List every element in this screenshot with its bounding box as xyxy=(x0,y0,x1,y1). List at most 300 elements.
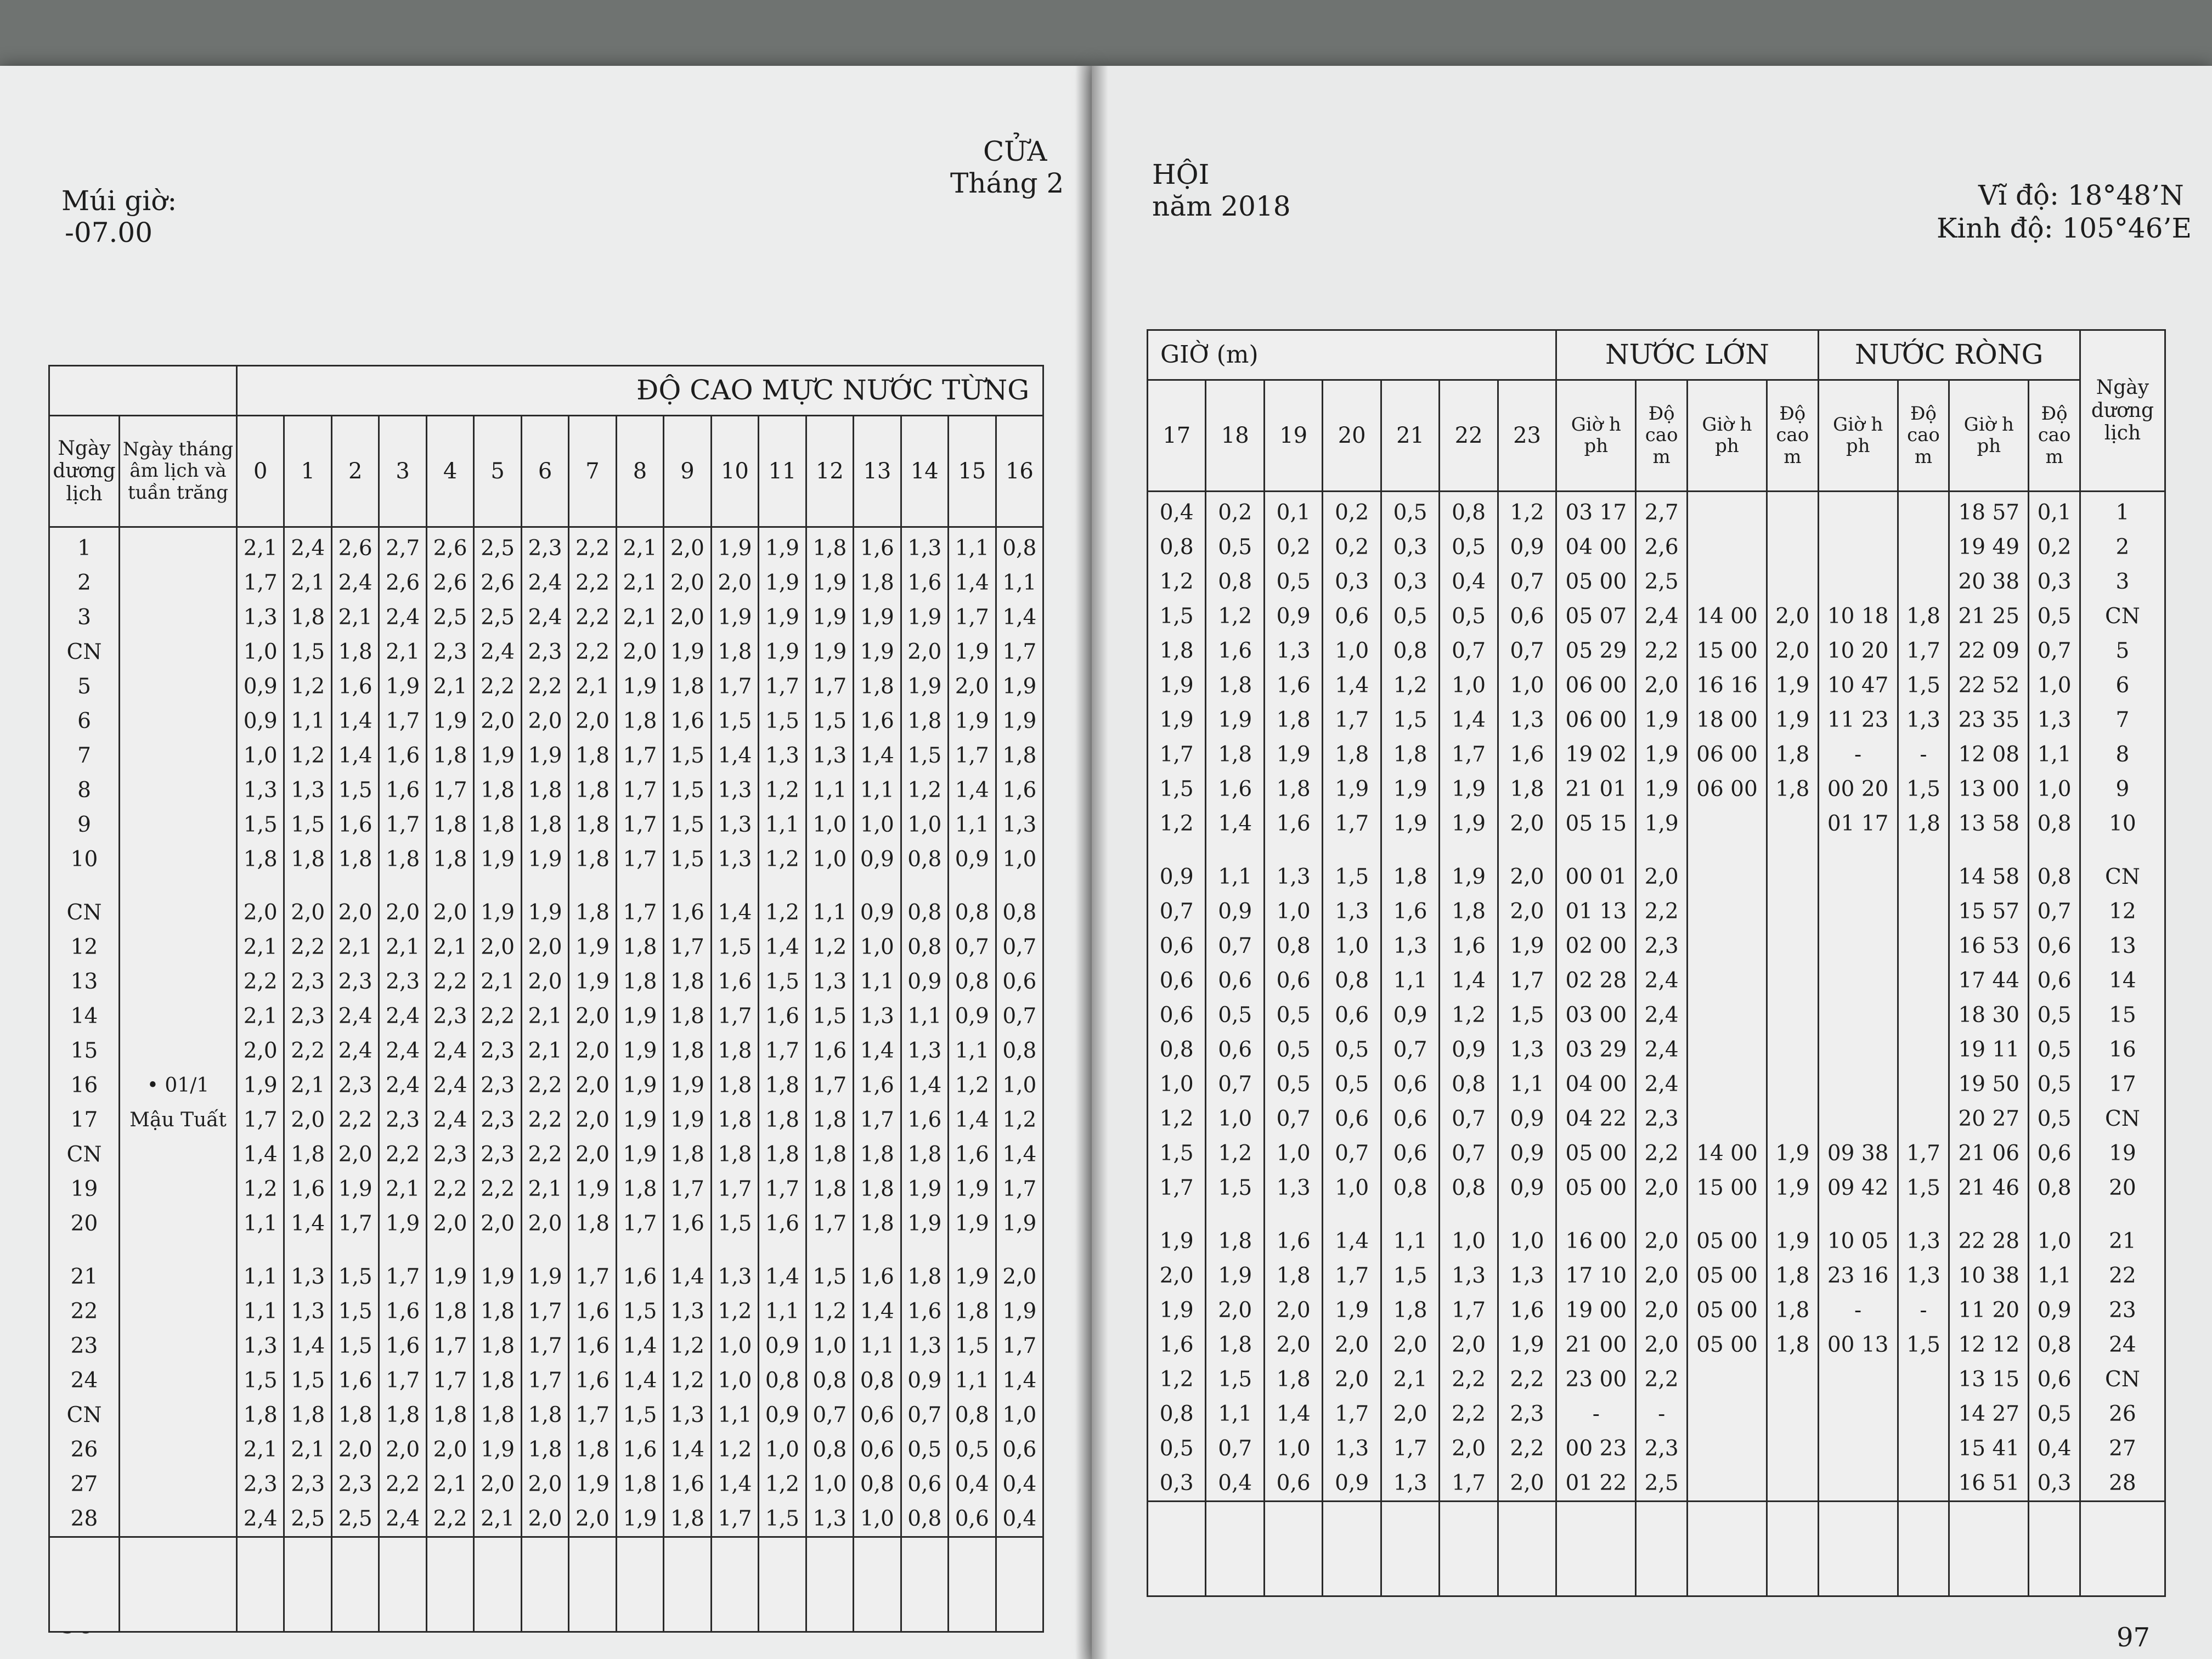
right-page xyxy=(1092,66,2212,1659)
hourly-height: 1,7 xyxy=(664,1172,711,1206)
high-water-time: 15 00 xyxy=(1687,634,1767,668)
hourly-height: 1,8 xyxy=(1498,772,1556,806)
gap-cell xyxy=(996,1241,1043,1260)
hourly-height: 0,8 xyxy=(1148,1032,1206,1067)
gap-cell xyxy=(379,1241,426,1260)
blank-cell xyxy=(1498,1502,1556,1596)
hourly-height: 0,6 xyxy=(1264,963,1322,998)
high-water-height: 2,5 xyxy=(1636,1466,1687,1502)
high-water-time xyxy=(1687,492,1767,531)
hourly-height: 1,5 xyxy=(1206,1362,1264,1397)
blank-cell xyxy=(474,1537,521,1632)
hourly-height: 1,8 xyxy=(616,930,663,964)
solar-day: CN xyxy=(2080,1362,2165,1397)
hourly-height: 0,2 xyxy=(1206,492,1264,531)
low-water-height: 1,0 xyxy=(2029,668,2080,703)
hourly-height: 1,3 xyxy=(1498,1032,1556,1067)
high-water-time: 01 13 xyxy=(1556,894,1636,929)
hourly-height: 0,9 xyxy=(1498,1102,1556,1136)
hourly-height: 1,8 xyxy=(949,1294,996,1329)
high-water-time: 01 22 xyxy=(1556,1466,1636,1502)
lunar-info xyxy=(120,1206,237,1241)
high-water-time xyxy=(1687,1102,1767,1136)
hourly-height: 1,1 xyxy=(901,999,948,1034)
hourly-height: 1,5 xyxy=(1381,703,1439,737)
high-water-height: 2,0 xyxy=(1767,634,1819,668)
hourly-height: 0,7 xyxy=(1206,1431,1264,1466)
hourly-height: 0,6 xyxy=(996,964,1043,999)
solar-day: 2 xyxy=(49,566,120,600)
hourly-height: 2,4 xyxy=(521,600,568,635)
low-water-time: 22 52 xyxy=(1949,668,2029,703)
hourly-height: 2,2 xyxy=(1498,1431,1556,1466)
table-row xyxy=(1148,1102,2165,1136)
high-water-time xyxy=(1687,530,1767,565)
hourly-height: 1,9 xyxy=(806,635,853,669)
high-water-height: 1,9 xyxy=(1636,772,1687,806)
low-water-time: 09 38 xyxy=(1818,1136,1898,1171)
high-water-time xyxy=(1687,1397,1767,1431)
hourly-height: 0,8 xyxy=(806,1363,853,1398)
hourly-height: 0,9 xyxy=(1148,860,1206,894)
hourly-height: 1,9 xyxy=(616,1068,663,1103)
hourly-height: 2,2 xyxy=(426,964,473,999)
hourly-height: 1,4 xyxy=(711,895,758,930)
hourly-height: 2,3 xyxy=(331,1068,379,1103)
high-water-time: 18 00 xyxy=(1687,703,1767,737)
high-water-height: 1,9 xyxy=(1767,703,1819,737)
high-water-height: 1,9 xyxy=(1636,703,1687,737)
hourly-height: 1,0 xyxy=(854,1502,901,1537)
hourly-height: 1,3 xyxy=(284,1260,331,1294)
hourly-height: 1,6 xyxy=(759,999,806,1034)
low-water-time: 22 28 xyxy=(1949,1224,2029,1259)
hourly-height: 1,1 xyxy=(1381,1224,1439,1259)
hourly-height: 0,9 xyxy=(949,842,996,877)
low-water-height: 0,6 xyxy=(2029,963,2080,998)
hourly-height: 0,5 xyxy=(1440,599,1498,634)
hour-header: 21 xyxy=(1381,380,1439,492)
hourly-height: 2,0 xyxy=(379,1432,426,1467)
hourly-height: 1,7 xyxy=(426,1329,473,1363)
low-water-time: 12 08 xyxy=(1949,737,2029,772)
hourly-height: 1,9 xyxy=(569,964,616,999)
hourly-height: 1,6 xyxy=(1264,806,1322,841)
low-water-height: 0,9 xyxy=(2029,1293,2080,1328)
hourly-height: 1,1 xyxy=(237,1206,284,1241)
hourly-height: 1,5 xyxy=(284,635,331,669)
low-water-time: 15 41 xyxy=(1949,1431,2029,1466)
hourly-height: 1,8 xyxy=(474,1398,521,1432)
hourly-height: 1,2 xyxy=(759,895,806,930)
lunar-info xyxy=(120,1294,237,1329)
table-row xyxy=(49,1260,1043,1294)
height-header: Độ cao m xyxy=(1636,380,1687,492)
hourly-height: 1,6 xyxy=(711,964,758,999)
hourly-height: 2,3 xyxy=(521,635,568,669)
hourly-height: 1,2 xyxy=(759,842,806,877)
high-water-height: 2,3 xyxy=(1636,929,1687,963)
hourly-height: 0,6 xyxy=(1264,1466,1322,1502)
high-water-time xyxy=(1687,806,1767,841)
hourly-height: 1,3 xyxy=(1381,929,1439,963)
high-water-height: 2,3 xyxy=(1636,1102,1687,1136)
hourly-height: 2,0 xyxy=(569,1103,616,1137)
low-water-height xyxy=(1898,929,1949,963)
hourly-height: 1,2 xyxy=(759,773,806,808)
low-water-height: 0,5 xyxy=(2029,1067,2080,1102)
table-row xyxy=(1148,860,2165,894)
hour-header: 7 xyxy=(569,416,616,527)
hourly-height: 1,7 xyxy=(996,635,1043,669)
low-water-height: 0,7 xyxy=(2029,894,2080,929)
timezone-label: Múi giờ: xyxy=(61,185,177,217)
blank-cell xyxy=(1206,1502,1264,1596)
table-row xyxy=(1148,530,2165,565)
hourly-height: 1,8 xyxy=(711,635,758,669)
hourly-height: 1,6 xyxy=(759,1206,806,1241)
lunar-info xyxy=(120,1260,237,1294)
hourly-height: 0,8 xyxy=(759,1363,806,1398)
hourly-height: 1,7 xyxy=(379,808,426,842)
hourly-height: 1,6 xyxy=(1206,634,1264,668)
hourly-height: 2,1 xyxy=(426,669,473,704)
gap-cell xyxy=(1687,841,1767,860)
high-water-time: 06 00 xyxy=(1556,668,1636,703)
high-water-time: 06 00 xyxy=(1687,737,1767,772)
hourly-height: 1,6 xyxy=(901,1103,948,1137)
blank-cell xyxy=(1687,1502,1767,1596)
hourly-height: 2,0 xyxy=(1498,806,1556,841)
hourly-height: 1,5 xyxy=(284,1363,331,1398)
solar-day: 10 xyxy=(49,842,120,877)
hourly-height: 2,6 xyxy=(474,566,521,600)
solar-day: 15 xyxy=(49,1034,120,1068)
hourly-height: 1,9 xyxy=(664,1068,711,1103)
hourly-height: 2,2 xyxy=(569,527,616,566)
solar-day: 5 xyxy=(2080,634,2165,668)
hourly-height: 1,1 xyxy=(854,1329,901,1363)
hourly-height: 1,8 xyxy=(806,1172,853,1206)
table-row xyxy=(1148,737,2165,772)
hourly-height: 0,2 xyxy=(1323,492,1381,531)
gap-cell xyxy=(284,1241,331,1260)
hourly-height: 1,0 xyxy=(854,808,901,842)
high-water-time: 05 00 xyxy=(1556,1171,1636,1205)
hourly-height: 1,7 xyxy=(806,1206,853,1241)
lunar-info xyxy=(120,1034,237,1068)
hourly-height: 1,8 xyxy=(1381,1293,1439,1328)
hourly-height: 1,1 xyxy=(284,704,331,738)
hourly-height: 1,8 xyxy=(759,1137,806,1172)
blank-cell xyxy=(1440,1502,1498,1596)
hourly-height: 1,5 xyxy=(616,1294,663,1329)
hourly-height: 1,7 xyxy=(949,600,996,635)
gap-cell xyxy=(1323,841,1381,860)
hour-header: 23 xyxy=(1498,380,1556,492)
solar-day: 7 xyxy=(2080,703,2165,737)
hourly-height: 1,9 xyxy=(616,999,663,1034)
gap-cell xyxy=(1556,841,1636,860)
blank-cell xyxy=(664,1537,711,1632)
low-water-height xyxy=(1898,963,1949,998)
table-row xyxy=(49,704,1043,738)
hourly-height: 0,6 xyxy=(1323,1102,1381,1136)
gap-cell xyxy=(237,877,284,895)
hourly-height: 1,8 xyxy=(1206,1224,1264,1259)
high-water-height: 2,2 xyxy=(1636,1362,1687,1397)
blank-cell xyxy=(949,1537,996,1632)
high-water-height: 2,0 xyxy=(1636,1328,1687,1362)
hourly-height: 1,0 xyxy=(1148,1067,1206,1102)
hourly-height: 1,6 xyxy=(996,773,1043,808)
hourly-height: 2,0 xyxy=(664,600,711,635)
gap-cell xyxy=(759,877,806,895)
hourly-height: 1,6 xyxy=(569,1363,616,1398)
hourly-height: 2,1 xyxy=(284,1068,331,1103)
hourly-height: 1,1 xyxy=(996,566,1043,600)
low-water-height: 1,8 xyxy=(1898,806,1949,841)
hourly-height: 1,9 xyxy=(996,704,1043,738)
hourly-height: 1,0 xyxy=(1264,894,1322,929)
hourly-height: 2,1 xyxy=(379,635,426,669)
gap-cell xyxy=(120,1241,237,1260)
hourly-height: 1,4 xyxy=(284,1329,331,1363)
hourly-height: 1,7 xyxy=(379,1363,426,1398)
hourly-height: 2,0 xyxy=(521,704,568,738)
hourly-height: 1,4 xyxy=(949,1103,996,1137)
solar-day: 14 xyxy=(49,999,120,1034)
hourly-height: 1,6 xyxy=(854,1068,901,1103)
hourly-height: 2,0 xyxy=(426,1432,473,1467)
hourly-height: 1,9 xyxy=(426,1260,473,1294)
hourly-height: 1,8 xyxy=(426,1398,473,1432)
hourly-height: 1,8 xyxy=(284,1137,331,1172)
hourly-height: 1,5 xyxy=(331,1294,379,1329)
hourly-height: 2,0 xyxy=(569,1068,616,1103)
hourly-height: 1,6 xyxy=(949,1137,996,1172)
hourly-height: 0,7 xyxy=(1440,1136,1498,1171)
high-water-time: 14 00 xyxy=(1687,1136,1767,1171)
low-water-height: 1,3 xyxy=(2029,703,2080,737)
hourly-height: 2,1 xyxy=(616,527,663,566)
low-water-time xyxy=(1818,492,1898,531)
hourly-height: 2,1 xyxy=(426,930,473,964)
low-water-height xyxy=(1898,1102,1949,1136)
hourly-height: 0,8 xyxy=(996,1034,1043,1068)
hourly-height: 2,0 xyxy=(1206,1293,1264,1328)
hourly-height: 1,3 xyxy=(1323,1431,1381,1466)
hourly-height: 1,7 xyxy=(1381,1431,1439,1466)
gap-cell xyxy=(1898,1205,1949,1224)
hourly-height: 2,3 xyxy=(426,999,473,1034)
hourly-height: 1,1 xyxy=(949,1363,996,1398)
high-water-height: 2,2 xyxy=(1636,634,1687,668)
low-water-time: 21 06 xyxy=(1949,1136,2029,1171)
hourly-height: 1,7 xyxy=(1323,703,1381,737)
hourly-height: 0,4 xyxy=(1206,1466,1264,1502)
blank-cell xyxy=(2080,1502,2165,1596)
hourly-height: 1,5 xyxy=(331,1260,379,1294)
hourly-height: 1,4 xyxy=(949,773,996,808)
blank-cell xyxy=(901,1537,948,1632)
hourly-height: 1,7 xyxy=(806,669,853,704)
table-row xyxy=(49,895,1043,930)
hourly-height: 2,1 xyxy=(237,1432,284,1467)
solar-day: CN xyxy=(49,1137,120,1172)
hourly-height: 2,3 xyxy=(1498,1397,1556,1431)
hourly-height: 1,8 xyxy=(711,1103,758,1137)
hourly-height: 0,8 xyxy=(1440,1171,1498,1205)
hourly-height: 1,1 xyxy=(854,773,901,808)
solar-day: 1 xyxy=(2080,492,2165,531)
solar-day: CN xyxy=(2080,860,2165,894)
table-row xyxy=(1148,772,2165,806)
hourly-height: 0,8 xyxy=(1440,492,1498,531)
hourly-height: 1,3 xyxy=(1264,634,1322,668)
hourly-height: 0,7 xyxy=(901,1398,948,1432)
blank-cell xyxy=(711,1537,758,1632)
hourly-height: 2,0 xyxy=(569,999,616,1034)
hourly-height: 0,5 xyxy=(1440,530,1498,565)
hourly-height: 1,4 xyxy=(1264,1397,1322,1431)
solar-day: 27 xyxy=(49,1467,120,1502)
hourly-height: 1,8 xyxy=(901,1137,948,1172)
high-water-height xyxy=(1767,530,1819,565)
hourly-height: 1,0 xyxy=(806,1329,853,1363)
hourly-height: 1,8 xyxy=(474,1363,521,1398)
blank-cell xyxy=(120,1537,237,1632)
hourly-height: 1,0 xyxy=(711,1363,758,1398)
hourly-height: 2,3 xyxy=(521,527,568,566)
hourly-height: 1,6 xyxy=(616,1432,663,1467)
gap-cell xyxy=(379,877,426,895)
blank-cell xyxy=(759,1537,806,1632)
high-water-height: 2,0 xyxy=(1636,1293,1687,1328)
hourly-height: 2,1 xyxy=(237,930,284,964)
high-water-time xyxy=(1687,1431,1767,1466)
hourly-height: 1,2 xyxy=(996,1103,1043,1137)
hourly-height: 2,0 xyxy=(284,1103,331,1137)
gap-cell xyxy=(854,877,901,895)
hourly-height: 0,6 xyxy=(1206,963,1264,998)
hourly-height: 2,0 xyxy=(616,635,663,669)
hourly-height: 1,8 xyxy=(1264,772,1322,806)
hourly-height: 1,8 xyxy=(521,1432,568,1467)
hourly-height: 0,2 xyxy=(1323,530,1381,565)
hourly-height: 1,1 xyxy=(237,1260,284,1294)
hourly-height: 1,9 xyxy=(949,635,996,669)
high-water-time: 14 00 xyxy=(1687,599,1767,634)
gap-cell xyxy=(616,877,663,895)
low-water-height: - xyxy=(1898,737,1949,772)
table-row xyxy=(1148,929,2165,963)
hourly-height: 2,1 xyxy=(616,566,663,600)
hourly-height: 1,7 xyxy=(1148,1171,1206,1205)
low-water-time: 14 58 xyxy=(1949,860,2029,894)
gap-cell xyxy=(237,1241,284,1260)
table-row xyxy=(49,1103,1043,1137)
hourly-height: 1,7 xyxy=(426,773,473,808)
low-water-time: 11 20 xyxy=(1949,1293,2029,1328)
hourly-height: 0,3 xyxy=(1148,1466,1206,1502)
blank-cell xyxy=(1898,1502,1949,1596)
gap-cell xyxy=(1206,841,1264,860)
low-water-height: 0,4 xyxy=(2029,1431,2080,1466)
hourly-height: 1,0 xyxy=(1323,929,1381,963)
high-water-height: 1,9 xyxy=(1636,806,1687,841)
high-water-height: 1,8 xyxy=(1767,1293,1819,1328)
timezone-value: -07.00 xyxy=(65,217,153,249)
high-water-time: 05 00 xyxy=(1687,1259,1767,1293)
gap-cell xyxy=(854,1241,901,1260)
hourly-height: 2,3 xyxy=(284,999,331,1034)
high-water-time: 17 10 xyxy=(1556,1259,1636,1293)
hourly-height: 1,7 xyxy=(426,1363,473,1398)
table-row xyxy=(1148,1032,2165,1067)
hourly-height: 1,5 xyxy=(1323,860,1381,894)
time-header: Giờ h ph xyxy=(1949,380,2029,492)
book-spine xyxy=(1075,66,1108,1659)
hour-header: 17 xyxy=(1148,380,1206,492)
hourly-height: 2,0 xyxy=(569,704,616,738)
hour-header: 6 xyxy=(521,416,568,527)
hourly-height: 2,3 xyxy=(426,635,473,669)
hourly-height: 1,0 xyxy=(1323,634,1381,668)
gap-cell xyxy=(1687,1205,1767,1224)
hour-header: 22 xyxy=(1440,380,1498,492)
low-water-time: 12 12 xyxy=(1949,1328,2029,1362)
blank-cell xyxy=(1148,1502,1206,1596)
solar-day: 2 xyxy=(2080,530,2165,565)
solar-day: 16 xyxy=(49,1068,120,1103)
high-water-time: 21 01 xyxy=(1556,772,1636,806)
hourly-height: 1,4 xyxy=(759,930,806,964)
high-water-time: 00 23 xyxy=(1556,1431,1636,1466)
hourly-height: 0,6 xyxy=(949,1502,996,1537)
low-water-time: 19 49 xyxy=(1949,530,2029,565)
high-water-height: 2,2 xyxy=(1636,1136,1687,1171)
lunar-info xyxy=(120,600,237,635)
high-water-height xyxy=(1767,963,1819,998)
hourly-height: 1,7 xyxy=(664,930,711,964)
hourly-height: 2,4 xyxy=(521,566,568,600)
hourly-height: 0,2 xyxy=(1264,530,1322,565)
low-water-time xyxy=(1818,1466,1898,1502)
table-row xyxy=(1148,1067,2165,1102)
hourly-height: 1,6 xyxy=(806,1034,853,1068)
month-label: Tháng 2 xyxy=(950,167,1064,199)
blank-cell xyxy=(996,1537,1043,1632)
low-water-height: 1,8 xyxy=(1898,599,1949,634)
hourly-height: 1,5 xyxy=(284,808,331,842)
low-water-height: 0,6 xyxy=(2029,1362,2080,1397)
high-water-time xyxy=(1687,1032,1767,1067)
hourly-height: 0,8 xyxy=(1206,565,1264,599)
hourly-height: 1,4 xyxy=(616,1329,663,1363)
table-row xyxy=(1148,1259,2165,1293)
hourly-height: 1,0 xyxy=(1264,1136,1322,1171)
solar-day: 9 xyxy=(2080,772,2165,806)
solar-day: 26 xyxy=(49,1432,120,1467)
hourly-height: 1,3 xyxy=(237,600,284,635)
hourly-height: 2,2 xyxy=(569,566,616,600)
height-header: Độ cao m xyxy=(2029,380,2080,492)
high-water-height: 1,9 xyxy=(1767,1136,1819,1171)
longitude-label: Kinh độ: 105°46’E xyxy=(1937,212,2192,244)
hourly-height: 2,1 xyxy=(569,669,616,704)
hourly-height: 1,0 xyxy=(237,635,284,669)
